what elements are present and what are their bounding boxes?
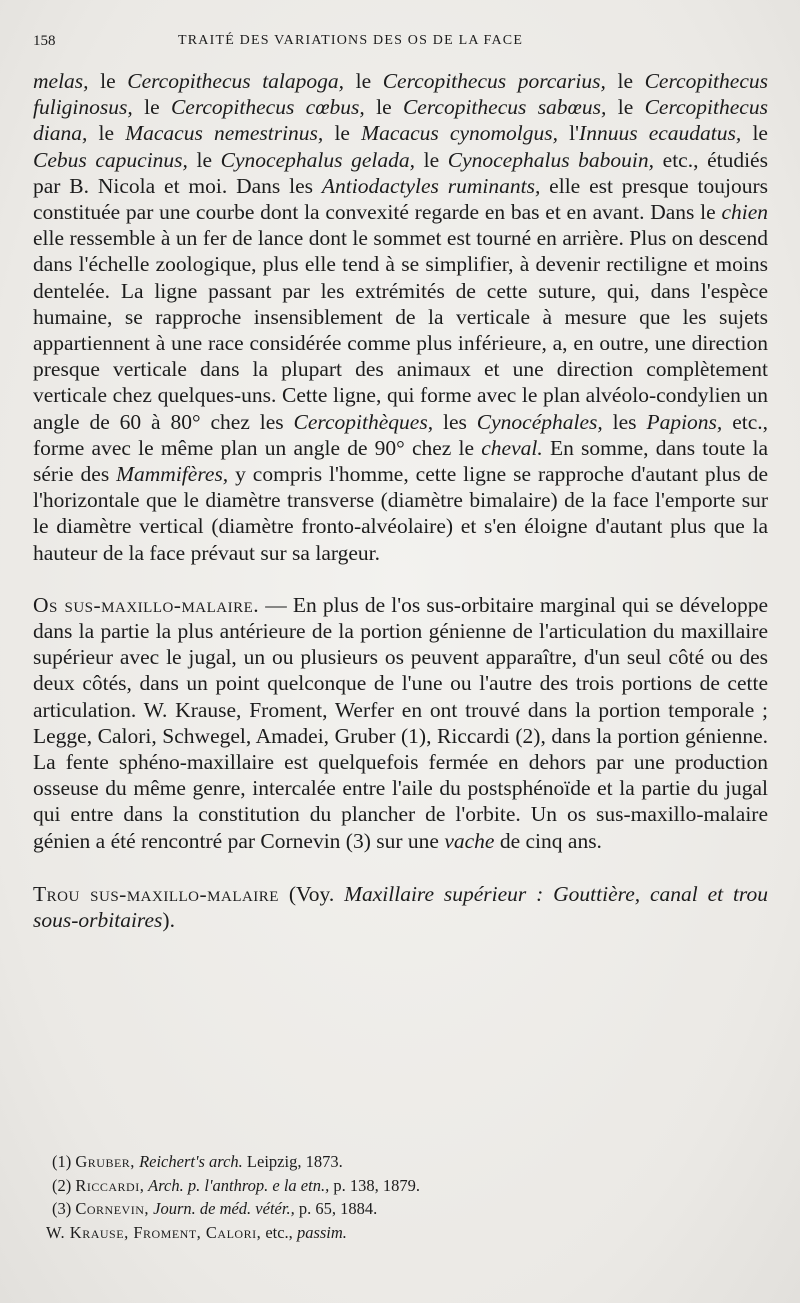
text-span: les (433, 409, 477, 434)
footnote-source: Reichert's arch. (134, 1152, 243, 1171)
text-span: ). (162, 908, 175, 933)
species-name: Macacus nemestrinus, (125, 121, 324, 146)
text-span: elle est presque toujours constituée par une courbe dont la convexité regarde en bas et en avant. Dans le (33, 173, 768, 225)
species-name: melas, (33, 69, 89, 93)
footnote (52, 1174, 752, 1198)
species-name: Cynocephalus babouin, (447, 147, 655, 172)
taxon-name: Cynocéphales, (476, 409, 603, 434)
text-span: y compris l'homme, cette ligne se rapproche d'autant plus de l'horizontale que le diamètre transverse (diamètre bimalaire) de la face l'emporte sur le diamètre vertical (diamètre fronto-alvéolaire) et s'en éloigne d'autant plus que la hauteur de la face prévaut sur sa largeur. (33, 462, 768, 565)
footnote-number: (3) (52, 1199, 76, 1218)
species-name: Cercopithecus sabœus, (402, 95, 607, 120)
text-span: le (415, 147, 448, 172)
footnote-rest: etc., (261, 1222, 297, 1242)
footnote-source: Arch. p. l'anthrop. e la etn., (144, 1175, 330, 1195)
text-span: le (344, 69, 383, 93)
text-span: le (741, 121, 768, 146)
footnote-rest: p. 65, 1884. (294, 1199, 378, 1218)
paragraph-trou-sus-maxillo-malaire (33, 881, 768, 933)
species-name: Cynocephalus gelada, (220, 147, 415, 172)
taxon-name: chien (721, 200, 768, 225)
footnote-author: Riccardi, (75, 1175, 145, 1195)
text-span: le (364, 95, 403, 120)
text-span: l' (558, 121, 580, 146)
body-text (33, 68, 768, 933)
section-title: Os sus-maxillo-malaire. (33, 592, 260, 617)
footnote-rest: p. 138, 1879. (329, 1175, 420, 1195)
species-name: Cebus capucinus, (33, 147, 188, 172)
species-name: Innuus ecaudatus, (579, 121, 742, 146)
species-name: Macacus cynomolgus, (361, 121, 559, 146)
text-span: le (132, 95, 171, 120)
text-span: En somme, dans toute la série des (33, 435, 769, 487)
text-span: — En plus de l'os sus-orbitaire marginal qui se développe dans la partie la plus antérieure de la portion génienne de l'articulation du maxillaire supérieur avec le jugal, un ou plusieurs os peuvent apparaître, d'un seul côté ou des deux côtés, dans un point quelconque de l'une ou l'autre des trois portions de cette articulation. W. Krause, Froment, Werfer en ont trouvé dans la portion temporale ; Legge, Calori, Schwegel, Amadei, Gruber (1), Riccardi (2), dans la portion génienne. La fente sphéno-maxillaire est quelquefois fermée en dehors par une production osseuse du même genre, intercalée entre l'aile du postsphénoïde et la partie du jugal qui entre dans la constitution du plancher de l'orbite. Un os sus-maxillo-malaire génien a été rencontré par Cornevin (3) sur une (33, 592, 768, 853)
footnote-source: passim. (296, 1222, 347, 1242)
text-span: le (605, 69, 645, 93)
footnote (46, 1221, 752, 1245)
text-span: le (606, 95, 645, 120)
footnote (52, 1150, 752, 1174)
paragraph-species (33, 68, 768, 566)
page-number: 158 (33, 33, 56, 49)
text-span: le (187, 147, 221, 172)
page-header (33, 33, 760, 55)
footnote-author: W. Krause, Froment, Calori, (46, 1222, 262, 1242)
text-span: de cinq ans. (494, 828, 602, 853)
section-title: Trou sus-maxillo-malaire (33, 881, 279, 906)
text-span: le (87, 121, 126, 146)
taxon-name: Papions, (646, 409, 723, 434)
text-span: les (602, 409, 647, 434)
footnote-number: (1) (52, 1152, 76, 1171)
footnote-number: (2) (52, 1175, 76, 1195)
taxon-name: Cercopithèques, (293, 409, 434, 434)
text-span: elle ressemble à un fer de lance dont le sommet est tourné en arrière. Plus on descend dans l'échelle zoologique, plus elle tend à se simplifier, à devenir rectiligne et moins dentelée. La ligne passant par les extrémités de cette suture, qui, dans l'espèce humaine, se rapproche insensiblement de la verticale à mesure que les sujets appartiennent à une race considérée comme plus inférieure, a, en outre, une direction presque verticale dans la plupart des animaux et une direction complètement verticale chez quelques-uns. Cette ligne, qui forme avec le plan alvéolo-condylien un angle de 60 à 80° chez les (33, 226, 768, 434)
italic-term: Maxillaire supérieur : Gouttière, canal et trou sous-orbitaires (33, 881, 768, 933)
text-span: (Voy. (278, 881, 345, 906)
running-title: TRAITÉ DES VARIATIONS DES OS DE LA FACE (178, 33, 524, 48)
taxon-name: Mammifères, (116, 462, 229, 487)
footnote (52, 1197, 752, 1221)
italic-term: vache (444, 828, 495, 853)
footnote-rest: Leipzig, 1873. (242, 1152, 343, 1171)
footnote-source: Journ. de méd. vétér., (149, 1199, 295, 1218)
text-span: etc., forme avec le même plan un angle de 90° chez le (33, 409, 769, 460)
footnotes (46, 1150, 752, 1244)
paragraph-sus-maxillo-malaire (33, 592, 768, 854)
species-name: Cercopithecus diana, (33, 95, 768, 146)
text-span: etc., étudiés par B. Nicola et moi. Dans les (33, 147, 768, 198)
species-name: Cercopithecus talapoga, (127, 69, 345, 93)
species-name: Cercopithecus cœbus, (170, 95, 365, 120)
species-name: Cercopithecus fuliginosus, (33, 69, 768, 120)
species-name: Cercopithecus porcarius, (382, 69, 606, 93)
taxon-name: Antiodactyles ruminants, (321, 173, 541, 198)
footnote-author: Cornevin, (75, 1199, 149, 1218)
text-span: le (323, 121, 362, 146)
footnote-author: Gruber, (75, 1152, 135, 1171)
taxon-name: cheval. (481, 435, 543, 460)
text-span: le (88, 69, 128, 93)
